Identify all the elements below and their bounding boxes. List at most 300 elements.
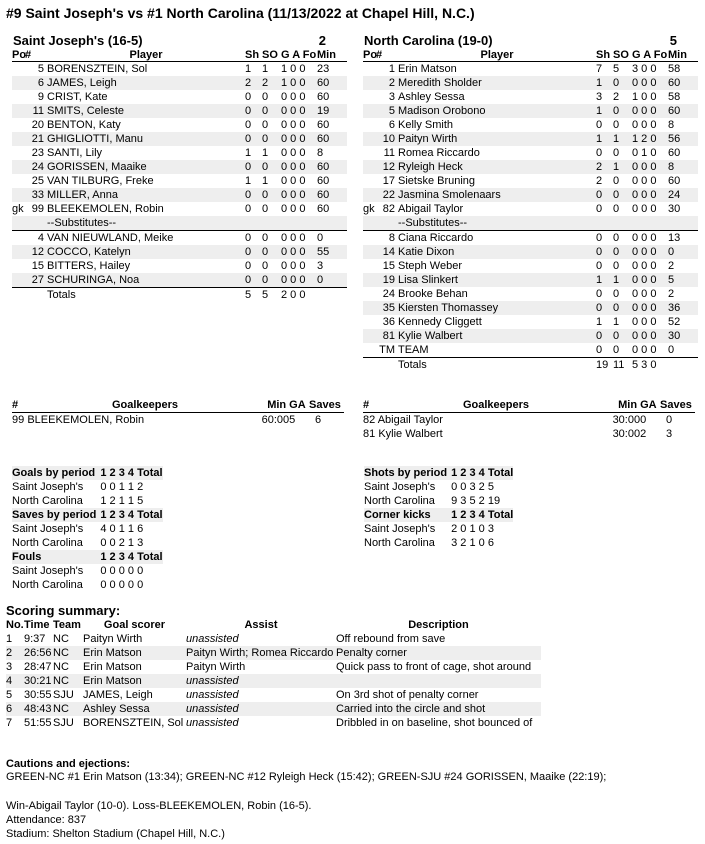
- player-minutes: 52: [668, 316, 681, 328]
- player-shots-on-goal: 0: [613, 302, 620, 314]
- goals-label: Goals by period: [12, 466, 100, 480]
- player-number: 24: [382, 288, 395, 300]
- corners-columns: 1 2 3 4 Total: [451, 509, 514, 521]
- totals-label: Totals: [398, 359, 427, 371]
- goal-scorer: JAMES, Leigh: [83, 689, 153, 701]
- player-shots: 0: [596, 302, 603, 314]
- player-shots: 1: [245, 147, 252, 159]
- goalkeeper-number: 81: [363, 428, 376, 440]
- player-shots-on-goal: 0: [262, 189, 269, 201]
- right-period-tables: [364, 466, 513, 550]
- player-shots: 0: [596, 203, 603, 215]
- col-so: SO: [613, 48, 629, 61]
- player-name: COCCO, Katelyn: [47, 246, 131, 258]
- away-team-header: [363, 32, 695, 48]
- totals-goals-assists-fouls: 2 0 0: [281, 289, 306, 301]
- away-team-score: 5: [669, 33, 677, 48]
- player-shots-on-goal: 0: [613, 77, 620, 89]
- player-name: Kylie Walbert: [398, 330, 463, 342]
- player-position: gk: [363, 203, 375, 215]
- player-shots: 0: [596, 260, 603, 272]
- player-minutes: 60: [317, 189, 330, 201]
- player-number: 14: [382, 246, 395, 258]
- player-position: [12, 273, 25, 288]
- period-table: [12, 466, 163, 592]
- player-shots-on-goal: 0: [613, 147, 620, 159]
- scoring-header-row: [6, 618, 541, 632]
- player-shots: 0: [596, 189, 603, 201]
- goalkeeper-row: [363, 413, 695, 428]
- home-team-name: Saint Joseph's (16-5): [13, 33, 143, 48]
- player-number: 22: [382, 189, 395, 201]
- blank-cell: [376, 358, 398, 373]
- player-goals-assists-fouls: 0 0 0: [632, 105, 657, 117]
- col-po: Po: [363, 48, 378, 61]
- player-shots-on-goal: 0: [613, 175, 620, 187]
- player-position: [12, 118, 25, 132]
- gk-col-num: #: [363, 399, 370, 411]
- player-minutes: 2: [668, 288, 675, 300]
- away-team-box: [363, 32, 695, 372]
- player-name: Jasmina Smolenaars: [398, 189, 501, 201]
- player-minutes: 30: [668, 330, 681, 342]
- player-position: [363, 301, 376, 315]
- player-position: [12, 245, 25, 259]
- player-shots: 0: [245, 105, 252, 117]
- col-gaf: G A Fo: [632, 48, 668, 61]
- goal-scorer: BORENSZTEIN, Sol: [83, 717, 184, 729]
- player-row: [363, 231, 698, 246]
- player-minutes: 0: [317, 274, 324, 286]
- box-header-row: [363, 48, 698, 62]
- player-number: 15: [382, 260, 395, 272]
- goal-time: 48:43: [24, 703, 52, 715]
- home-team-header: [12, 32, 344, 48]
- corners-label: Corner kicks: [364, 508, 451, 522]
- player-shots: 0: [596, 246, 603, 258]
- player-shots: 0: [245, 274, 252, 286]
- player-minutes: 58: [668, 63, 681, 75]
- player-shots: 0: [596, 288, 603, 300]
- attendance-text: Attendance: 837: [6, 814, 87, 826]
- player-shots-on-goal: 0: [262, 119, 269, 131]
- goal-description: Quick pass to front of cage, shot around: [336, 661, 532, 673]
- player-row: [363, 329, 698, 343]
- totals-row: [363, 358, 698, 373]
- player-position: [12, 188, 25, 202]
- player-name: BORENSZTEIN, Sol: [47, 63, 148, 75]
- page-title: #9 Saint Joseph's vs #1 North Carolina (11/13/2022 at Chapel Hill, N.C.): [6, 5, 475, 21]
- period-values: 0 0 2 1 3: [100, 537, 144, 549]
- player-name: SCHURINGA, Noa: [47, 274, 140, 286]
- player-row: [363, 174, 698, 188]
- player-number: 1: [388, 63, 395, 75]
- player-shots-on-goal: 0: [262, 246, 269, 258]
- goals-columns: 1 2 3 4 Total: [100, 467, 163, 479]
- totals-goals-assists-fouls: 5 3 0: [632, 359, 657, 371]
- blank-cell: [12, 216, 25, 231]
- goal-assist: unassisted: [186, 633, 239, 645]
- player-position: [363, 174, 376, 188]
- goalkeeper-number: 82: [363, 414, 376, 426]
- player-row: [12, 90, 347, 104]
- player-row: [363, 343, 698, 358]
- player-minutes: 56: [668, 133, 681, 145]
- goal-time: 30:55: [24, 689, 52, 701]
- totals-row: [12, 288, 347, 303]
- player-number: 3: [388, 91, 395, 103]
- player-name: VAN NIEUWLAND, Meike: [47, 232, 174, 244]
- player-shots-on-goal: 0: [262, 274, 269, 286]
- player-goals-assists-fouls: 0 0 0: [632, 274, 657, 286]
- goal-assist: unassisted: [186, 689, 239, 701]
- goalkeeper-row: [363, 427, 695, 441]
- period-header-row: [12, 508, 163, 522]
- player-minutes: 0: [668, 246, 675, 258]
- player-position: [363, 76, 376, 90]
- player-number: 12: [382, 161, 395, 173]
- home-gk-body: [12, 413, 344, 428]
- player-shots-on-goal: 5: [613, 63, 620, 75]
- goal-description: Off rebound from save: [336, 633, 446, 645]
- player-shots-on-goal: 0: [613, 288, 620, 300]
- player-number: 25: [31, 175, 44, 187]
- scoring-row: [6, 646, 541, 660]
- goal-description: Penalty corner: [336, 647, 407, 659]
- goal-assist: unassisted: [186, 717, 239, 729]
- player-name: JAMES, Leigh: [47, 77, 117, 89]
- player-minutes: 2: [668, 260, 675, 272]
- player-row: [12, 174, 347, 188]
- player-position: [12, 90, 25, 104]
- player-number: 10: [382, 133, 395, 145]
- scoring-summary-title: Scoring summary:: [6, 603, 121, 618]
- player-goals-assists-fouls: 0 0 0: [281, 189, 306, 201]
- fouls-columns: 1 2 3 4 Total: [100, 551, 163, 563]
- goalkeeper-saves: 3: [666, 428, 673, 440]
- player-name: SANTI, Lily: [47, 147, 103, 159]
- player-row: [12, 104, 347, 118]
- player-number: 4: [37, 232, 44, 244]
- player-shots-on-goal: 0: [262, 91, 269, 103]
- cautions-title: Cautions and ejections:: [6, 758, 131, 770]
- period-row: [364, 494, 513, 508]
- player-shots: 0: [245, 91, 252, 103]
- sc-col-no: No.: [6, 619, 24, 631]
- scoring-summary-table: [6, 618, 541, 730]
- player-shots: 1: [596, 105, 603, 117]
- player-shots: 1: [245, 175, 252, 187]
- period-values: 2 0 1 0 3: [451, 523, 494, 535]
- player-position: [363, 259, 376, 273]
- col-sh: Sh: [596, 48, 611, 61]
- away-box-table: [363, 48, 698, 372]
- scoring-row: [6, 632, 541, 646]
- goalkeeper-cell: [12, 413, 256, 428]
- goalkeeper-name: Abigail Taylor: [377, 414, 443, 426]
- player-goals-assists-fouls: 0 0 0: [632, 246, 657, 258]
- goal-number: 1: [6, 633, 13, 645]
- goal-number: 2: [6, 647, 13, 659]
- player-number: 9: [37, 91, 44, 103]
- period-team: Saint Joseph's: [364, 523, 436, 535]
- period-header-row: [364, 508, 513, 522]
- player-number: 11: [383, 147, 395, 159]
- goal-description: [336, 674, 541, 688]
- player-minutes: 13: [668, 232, 681, 244]
- player-minutes: 60: [317, 161, 330, 173]
- totals-shots: 19: [596, 359, 609, 371]
- gk-col-saves: Saves: [309, 399, 341, 411]
- player-position: [12, 104, 25, 118]
- goalkeeper-saves: 6: [315, 414, 322, 426]
- substitutes-row: [363, 216, 698, 231]
- player-minutes: 58: [668, 91, 681, 103]
- player-name: BITTERS, Hailey: [47, 260, 131, 272]
- player-name: Paityn Wirth: [398, 133, 458, 145]
- player-shots: 0: [245, 133, 252, 145]
- player-goals-assists-fouls: 0 0 0: [632, 189, 657, 201]
- player-name: Ryleigh Heck: [398, 161, 463, 173]
- player-row: [12, 146, 347, 160]
- player-goals-assists-fouls: 1 0 0: [281, 77, 306, 89]
- player-number: 24: [31, 161, 44, 173]
- totals-shots-on-goal: 5: [262, 289, 269, 301]
- totals-minutes: [317, 288, 347, 303]
- player-position: [363, 188, 376, 202]
- goal-team: SJU: [53, 689, 74, 701]
- home-team-score: 2: [318, 33, 326, 48]
- player-goals-assists-fouls: 0 1 0: [632, 147, 657, 159]
- player-goals-assists-fouls: 0 0 0: [281, 246, 306, 258]
- sc-col-scorer: Goal scorer: [103, 619, 166, 631]
- period-team: Saint Joseph's: [12, 565, 84, 577]
- player-shots: 1: [596, 77, 603, 89]
- player-shots: 2: [596, 175, 603, 187]
- player-position: [363, 90, 376, 104]
- period-row: [364, 522, 513, 536]
- goal-number: 5: [6, 689, 13, 701]
- blank-cell: [363, 358, 376, 373]
- period-values: 1 2 1 1 5: [100, 495, 144, 507]
- saves-label: Saves by period: [12, 508, 100, 522]
- player-position: [363, 315, 376, 329]
- period-row: [12, 536, 163, 550]
- player-shots: 0: [245, 232, 252, 244]
- period-header-row: [364, 466, 513, 480]
- home-goalkeepers-table: [12, 398, 344, 427]
- player-number: 5: [388, 105, 395, 117]
- player-name: Lisa Slinkert: [398, 274, 458, 286]
- player-name: Romea Riccardo: [398, 147, 480, 159]
- goal-number: 4: [6, 675, 13, 687]
- player-position: [363, 160, 376, 174]
- gk-col-min: Min: [267, 399, 287, 411]
- player-position: [12, 62, 25, 77]
- player-row: [12, 273, 347, 288]
- player-name: MILLER, Anna: [47, 189, 118, 201]
- player-shots: 0: [596, 344, 603, 356]
- player-minutes: 19: [317, 105, 330, 117]
- scoring-row: [6, 660, 541, 674]
- player-row: [363, 118, 698, 132]
- player-goals-assists-fouls: 0 0 0: [632, 77, 657, 89]
- period-values: 0 0 3 2 5: [451, 481, 494, 493]
- player-name: BLEEKEMOLEN, Robin: [47, 203, 164, 215]
- player-minutes: 60: [317, 119, 330, 131]
- goalkeeper-saves: 0: [666, 414, 673, 426]
- player-name: Steph Weber: [398, 260, 463, 272]
- player-number: 2: [388, 77, 395, 89]
- player-number: 33: [31, 189, 44, 201]
- gk-col-name: Goalkeepers: [111, 399, 179, 411]
- scoring-row: [6, 716, 541, 730]
- gk-col-name: Goalkeepers: [462, 399, 529, 411]
- goal-time: 51:55: [24, 717, 52, 729]
- player-shots: 2: [245, 77, 252, 89]
- player-row: [363, 315, 698, 329]
- substitutes-row: [12, 216, 347, 231]
- goal-assist: Paityn Wirth: [186, 661, 246, 673]
- player-shots-on-goal: 1: [262, 175, 269, 187]
- player-position: [12, 160, 25, 174]
- period-values: 9 3 5 2 19: [451, 495, 501, 507]
- player-minutes: 60: [668, 105, 681, 117]
- goal-scorer: Ashley Sessa: [83, 703, 150, 715]
- period-team: Saint Joseph's: [12, 481, 84, 493]
- player-goals-assists-fouls: 1 2 0: [632, 133, 657, 145]
- player-position: [363, 343, 376, 358]
- player-name: Erin Matson: [398, 63, 457, 75]
- player-goals-assists-fouls: 0 0 0: [281, 147, 306, 159]
- player-number: 21: [31, 133, 44, 145]
- player-minutes: 60: [317, 203, 330, 215]
- period-values: 0 0 0 0 0: [100, 579, 144, 591]
- player-shots-on-goal: 0: [613, 203, 620, 215]
- player-shots-on-goal: 0: [613, 344, 620, 356]
- player-row: [363, 245, 698, 259]
- period-team: North Carolina: [12, 495, 83, 507]
- sc-col-team: Team: [53, 619, 81, 631]
- player-number: 15: [31, 260, 44, 272]
- period-row: [12, 522, 163, 536]
- col-min: Min: [317, 48, 336, 61]
- player-shots-on-goal: 0: [613, 232, 620, 244]
- player-name: Abigail Taylor: [398, 203, 464, 215]
- player-shots-on-goal: 0: [613, 105, 620, 117]
- player-minutes: 60: [668, 175, 681, 187]
- totals-label: Totals: [47, 289, 76, 301]
- player-shots-on-goal: 0: [262, 133, 269, 145]
- player-goals-assists-fouls: 0 0 0: [632, 316, 657, 328]
- player-position: [363, 104, 376, 118]
- player-shots: 0: [596, 147, 603, 159]
- goal-scorer: Erin Matson: [83, 675, 142, 687]
- player-position: [363, 62, 376, 77]
- player-shots: 0: [245, 260, 252, 272]
- player-shots-on-goal: 1: [262, 63, 269, 75]
- player-row: [12, 202, 347, 216]
- goal-time: 26:56: [24, 647, 52, 659]
- player-minutes: 8: [317, 147, 324, 159]
- player-name: TEAM: [398, 344, 429, 356]
- player-name: CRIST, Kate: [47, 91, 108, 103]
- goal-team: NC: [53, 703, 69, 715]
- goalkeeper-row: [12, 413, 344, 428]
- goalkeeper-minutes: 30:00: [612, 414, 641, 426]
- player-shots-on-goal: 2: [262, 77, 269, 89]
- away-team-name: North Carolina (19-0): [364, 33, 493, 48]
- player-row: [363, 259, 698, 273]
- player-shots-on-goal: 0: [262, 260, 269, 272]
- player-minutes: 23: [317, 63, 330, 75]
- player-number: 20: [31, 119, 44, 131]
- player-goals-assists-fouls: 0 0 0: [632, 203, 657, 215]
- player-shots: 1: [245, 63, 252, 75]
- player-number: 82: [382, 203, 395, 215]
- player-row: [363, 188, 698, 202]
- player-goals-assists-fouls: 0 0 0: [281, 175, 306, 187]
- player-number: 11: [32, 105, 44, 117]
- goal-scorer: Paityn Wirth: [83, 633, 143, 645]
- player-goals-assists-fouls: 0 0 0: [632, 232, 657, 244]
- player-number: 17: [382, 175, 395, 187]
- period-values: 0 0 0 0 0: [100, 565, 144, 577]
- blank-cell: [363, 216, 376, 231]
- player-number: 36: [382, 316, 395, 328]
- player-minutes: 3: [317, 260, 324, 272]
- player-minutes: 30: [668, 203, 681, 215]
- player-row: [363, 146, 698, 160]
- period-row: [364, 480, 513, 494]
- player-goals-assists-fouls: 0 0 0: [632, 260, 657, 272]
- period-header-row: [12, 466, 163, 480]
- totals-minutes: [668, 358, 698, 373]
- player-shots: 7: [596, 63, 603, 75]
- period-table: [364, 466, 513, 550]
- player-row: [12, 76, 347, 90]
- player-shots-on-goal: 0: [613, 119, 620, 131]
- player-shots-on-goal: 0: [613, 246, 620, 258]
- period-row: [364, 536, 513, 550]
- player-row: [363, 287, 698, 301]
- goal-description: On 3rd shot of penalty corner: [336, 689, 479, 701]
- player-position: gk: [12, 203, 24, 215]
- goal-time: 28:47: [24, 661, 52, 673]
- period-row: [12, 480, 163, 494]
- goal-scorer: Erin Matson: [83, 647, 142, 659]
- col-min: Min: [668, 48, 687, 61]
- scoring-row: [6, 688, 541, 702]
- player-shots-on-goal: 1: [613, 161, 620, 173]
- player-shots: 0: [245, 203, 252, 215]
- goalkeeper-name: BLEEKEMOLEN, Robin: [27, 414, 145, 426]
- player-shots-on-goal: 0: [262, 105, 269, 117]
- period-team: North Carolina: [364, 495, 435, 507]
- player-name: Brooke Behan: [398, 288, 468, 300]
- player-number: 6: [388, 119, 395, 131]
- goal-team: SJU: [53, 717, 74, 729]
- col-po: Po: [12, 48, 27, 61]
- player-goals-assists-fouls: 0 0 0: [281, 232, 306, 244]
- goal-assist: unassisted: [186, 703, 239, 715]
- player-number: 12: [31, 246, 44, 258]
- gk-col-num: #: [12, 399, 19, 411]
- player-row: [12, 259, 347, 273]
- sc-col-time: Time: [24, 619, 50, 631]
- player-shots: 0: [596, 330, 603, 342]
- period-team: North Carolina: [12, 537, 83, 549]
